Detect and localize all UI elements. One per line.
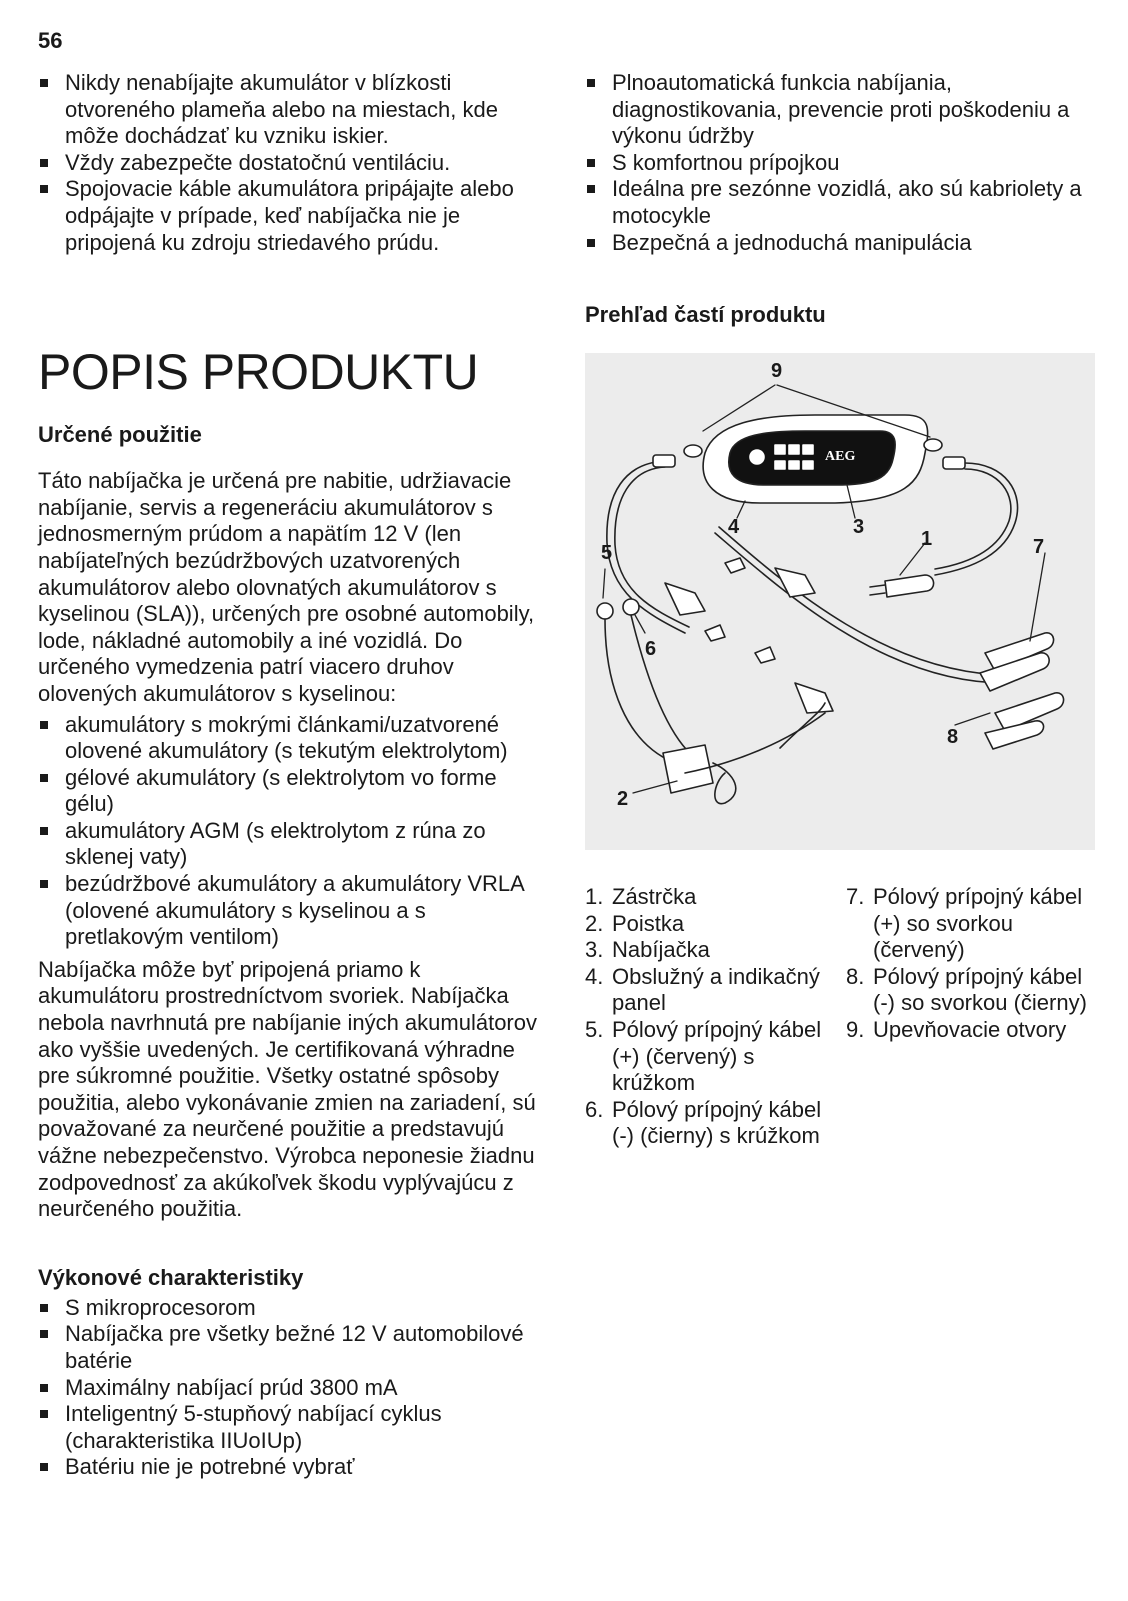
callout-4: 4 <box>728 516 740 538</box>
list-item: Nikdy nenabíjajte akumulátor v blízkosti otvoreného plameňa alebo na miestach, kde môže dochádzať ku vzniku iskier. <box>38 70 538 150</box>
callout-2: 2 <box>617 788 629 810</box>
brand-logo: AEG <box>825 449 856 464</box>
cable-right <box>935 463 1018 575</box>
list-item: Plnoautomatická funkcia nabíjania, diagnostikovania, prevencie proti poškodeniu a výkonu údržby <box>585 70 1095 150</box>
list-item: Ideálna pre sezónne vozidlá, ako sú kabriolety a motocykle <box>585 176 1095 229</box>
callout-9: 9 <box>771 360 783 382</box>
legend-item: 6. Pólový prípojný kábel (-) (čierny) s krúžkom <box>585 1096 822 1149</box>
cable-left <box>607 461 685 633</box>
safety-list <box>38 70 538 256</box>
list-item: S mikroprocesorom <box>38 1295 538 1322</box>
callout-5: 5 <box>601 542 613 564</box>
ring-terminal-icon <box>623 599 639 615</box>
legend-item: 8. Pólový prípojný kábel (-) so svorkou (čierny) <box>846 963 1087 1016</box>
intended-use-heading: Určené použitie <box>38 422 202 448</box>
list-item: Spojovacie káble akumulátora pripájajte alebo odpájajte v prípade, keď nabíjačka nie je pripojená ku zdroju striedavého prúdu. <box>38 176 538 256</box>
callout-8: 8 <box>947 726 959 748</box>
callout-3: 3 <box>853 516 865 538</box>
left-column <box>38 70 538 1481</box>
legend-left <box>585 884 830 1150</box>
list-item: Maximálny nabíjací prúd 3800 mA <box>38 1375 538 1402</box>
legend-item: 7. Pólový prípojný kábel (+) so svorkou (červený) <box>846 884 1083 963</box>
right-column <box>585 70 1095 256</box>
legend-item: 5. Pólový prípojný kábel (+) (červený) s krúžkom <box>585 1016 822 1096</box>
panel-button-icon <box>750 450 764 464</box>
list-item: Bezpečná a jednoduchá manipulácia <box>585 230 1095 257</box>
connector-icon <box>665 583 705 615</box>
connector-icon <box>795 683 833 713</box>
list-item: akumulátory AGM (s elektrolytom z rúna zo sklenej vaty) <box>38 818 538 871</box>
legend-item: 2. Poistka <box>585 910 685 936</box>
list-item: S komfortnou prípojkou <box>585 150 1095 177</box>
section-title: POPIS PRODUKTU <box>38 344 479 401</box>
legend-item: 4. Obslužný a indikačný panel <box>585 963 820 1016</box>
callout-7: 7 <box>1033 536 1045 558</box>
usage-paragraph: Nabíjačka môže byť pripojená priamo k akumulátoru prostredníctvom svoriek. Nabíjačka nebola navrhnutá pre nabíjanie iných akumulátorov ako vyššie uvedených. Je certifikovaná výhradne pre súkromné použitie. Všetky ostatné spôsoby použitia, alebo vykonávanie zmien na zariadení, sú považované za neurčené použitie a predstavujú vážne nebezpečenstvo. Výrobca neponesie žiadnu zodpovednosť za akúkoľvek škodu vyplývajúcu z neurčeného použitia. <box>38 956 537 1222</box>
product-figure <box>585 353 1095 850</box>
list-item: Vždy zabezpečte dostatočnú ventiláciu. <box>38 150 538 177</box>
list-item: Nabíjačka pre všetky bežné 12 V automobilové batérie <box>38 1321 538 1374</box>
list-item: akumulátory s mokrými článkami/uzatvorené olovené akumulátory (s tekutým elektrolytom) <box>38 712 538 765</box>
overview-heading: Prehľad častí produktu <box>585 302 826 327</box>
legend-item: 9. Upevňovacie otvory <box>846 1016 1067 1042</box>
intended-use-paragraph: Táto nabíjačka je určená pre nabitie, udržiavacie nabíjanie, servis a regeneráciu akumulátorov s jednosmerným prúdom a napätím 12 V (len nabíjateľných bezúdržbových uzatvorených akumulátorov alebo olovnatých akumulátorov s kyselinou (SLA)), určených pre osobné automobily, lode, nákladné automobily a iné vozidlá. Do určeného vymedzenia patrí viacero druhov olovených akumulátorov s kyselinou: <box>38 468 535 706</box>
list-item: gélové akumulátory (s elektrolytom vo forme gélu) <box>38 765 538 818</box>
list-item: Batériu nie je potrebné vybrať <box>38 1454 538 1481</box>
battery-types-list <box>38 712 538 951</box>
callout-6: 6 <box>645 638 657 660</box>
features-list <box>585 70 1095 256</box>
performance-list <box>38 1295 538 1481</box>
legend-item: 3. Nabíjačka <box>585 937 710 963</box>
connector-icon <box>775 568 815 597</box>
legend-right <box>846 884 1098 1044</box>
callout-1: 1 <box>921 528 933 550</box>
plug-icon <box>885 575 934 597</box>
cable-right-2 <box>935 469 1011 569</box>
charger-illustration <box>585 353 1095 850</box>
legend-item: 1. Zástrčka <box>585 884 697 909</box>
ring-terminal-icon <box>597 603 613 619</box>
page-number: 56 <box>38 28 63 53</box>
list-item: Inteligentný 5-stupňový nabíjací cyklus (charakteristika IIUoIUp) <box>38 1401 538 1454</box>
list-item: bezúdržbové akumulátory a akumulátory VRLA (olovené akumulátory s kyselinou a s pretlakovým ventilom) <box>38 871 538 951</box>
performance-heading: Výkonové charakteristiky <box>38 1264 304 1290</box>
